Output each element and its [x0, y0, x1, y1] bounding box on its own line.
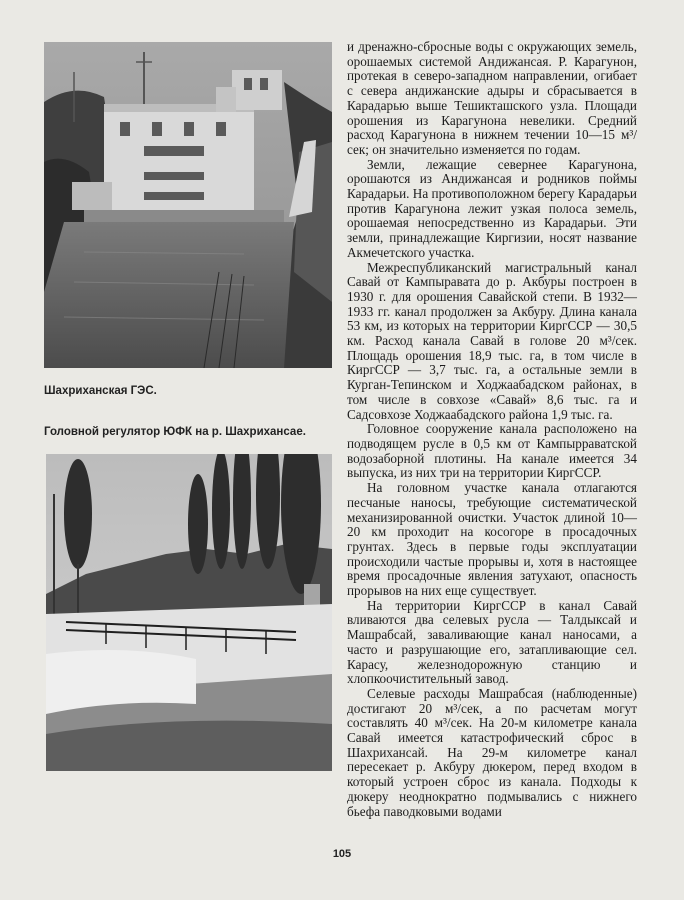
paragraph: Земли, лежащие севернее Карагунона, орошаются из Андижансая и родников поймы Карадарьи. На противоположном берегу Карадарьи против Карагунона лежит узкая полоса земель, орошаемая непосредственно из Карадарьи. Эти земли, принадлежащие Киргизии, носят название Акмечетского участка. [347, 156, 637, 260]
head-regulator-illustration [46, 454, 332, 771]
paragraph: Головное сооружение канала расположено на подводящем русле в 0,5 км от Кампырраватской водозаборной плотины. На канале имеется 34 выпуска, из них три на территории КиргССР. [347, 421, 637, 481]
photo1-caption: Шахриханская ГЭС. [44, 385, 157, 397]
page-number: 105 [332, 848, 352, 860]
hydro-station-photo [44, 42, 332, 368]
paragraph: и дренажно-сбросные воды с окружающих земель, орошаемых системой Андижансая. Р. Карагунон, протекая в северо-западном направлении, огибает с севера андижанские адыры и сбрасывается в Карадарью выше Тешикташского узла. Площади орошения из Карагунона невелики. Средний расход Карагунона в нижнем течении 10—15 м³/сек; он значительно изменяется по годам. [347, 39, 637, 157]
paragraph: На территории КиргССР в канал Савай вливаются два селевых русла — Талдыксай и Машрабсай, заваливающие канал наносами, а часто и разрушающие его, затапливающие сел. Карасу, железнодорожную станцию и хлопкоочистительный завод. [347, 597, 637, 687]
paragraph: Межреспубликанский магистральный канал Савай от Кампыравата до р. Акбуры построен в 1930 г. для орошения Савайской степи. В 1932—1933 гг. канал продолжен за Акбуру. Длина канала 53 км, из которых на территории КиргССР — 30,5 км. Расход канала Савай в голове 20 м³/сек. Площадь орошения 18,9 тыс. га, в том числе в КиргССР — 3,7 тыс. га, а остальные земли в Курган-Тепинском и Ходжаабадском районах, в том числе в совхозе «Савай» 8,6 тыс. га и Садсовхозе Ходжаабадского района 1,9 тыс. га. [347, 259, 637, 422]
photo2-caption: Головной регулятор ЮФК на р. Шахрихансае. [44, 426, 306, 438]
paragraph: Селевые расходы Машрабсая (наблюденные) достигают 20 м³/сек, а по расчетам могут составлять 40 м³/сек. На 20-м километре канала Савай имеется катастрофический сброс в Шахрихансай. На 29-м километре канал пересекает р. Акбуру дюкером, перед входом в который устроен сброс из канала. Подходы к дюкеру неоднократно подмывались с нижнего бьефа паводковыми водами [347, 685, 637, 819]
hydro-station-illustration [44, 42, 332, 368]
text-column [347, 40, 637, 819]
head-regulator-photo [46, 454, 332, 771]
paragraph: На головном участке канала отлагаются песчаные наносы, требующие систематической механизированной очистки. Участок длиной 10—20 км проходит на косогоре в просадочных грунтах. Здесь в первые годы эксплуатации происходили частые прорывы и, хотя в настоящее время просадочные явления затухают, опасность прорывов на них еще существует. [347, 480, 637, 599]
